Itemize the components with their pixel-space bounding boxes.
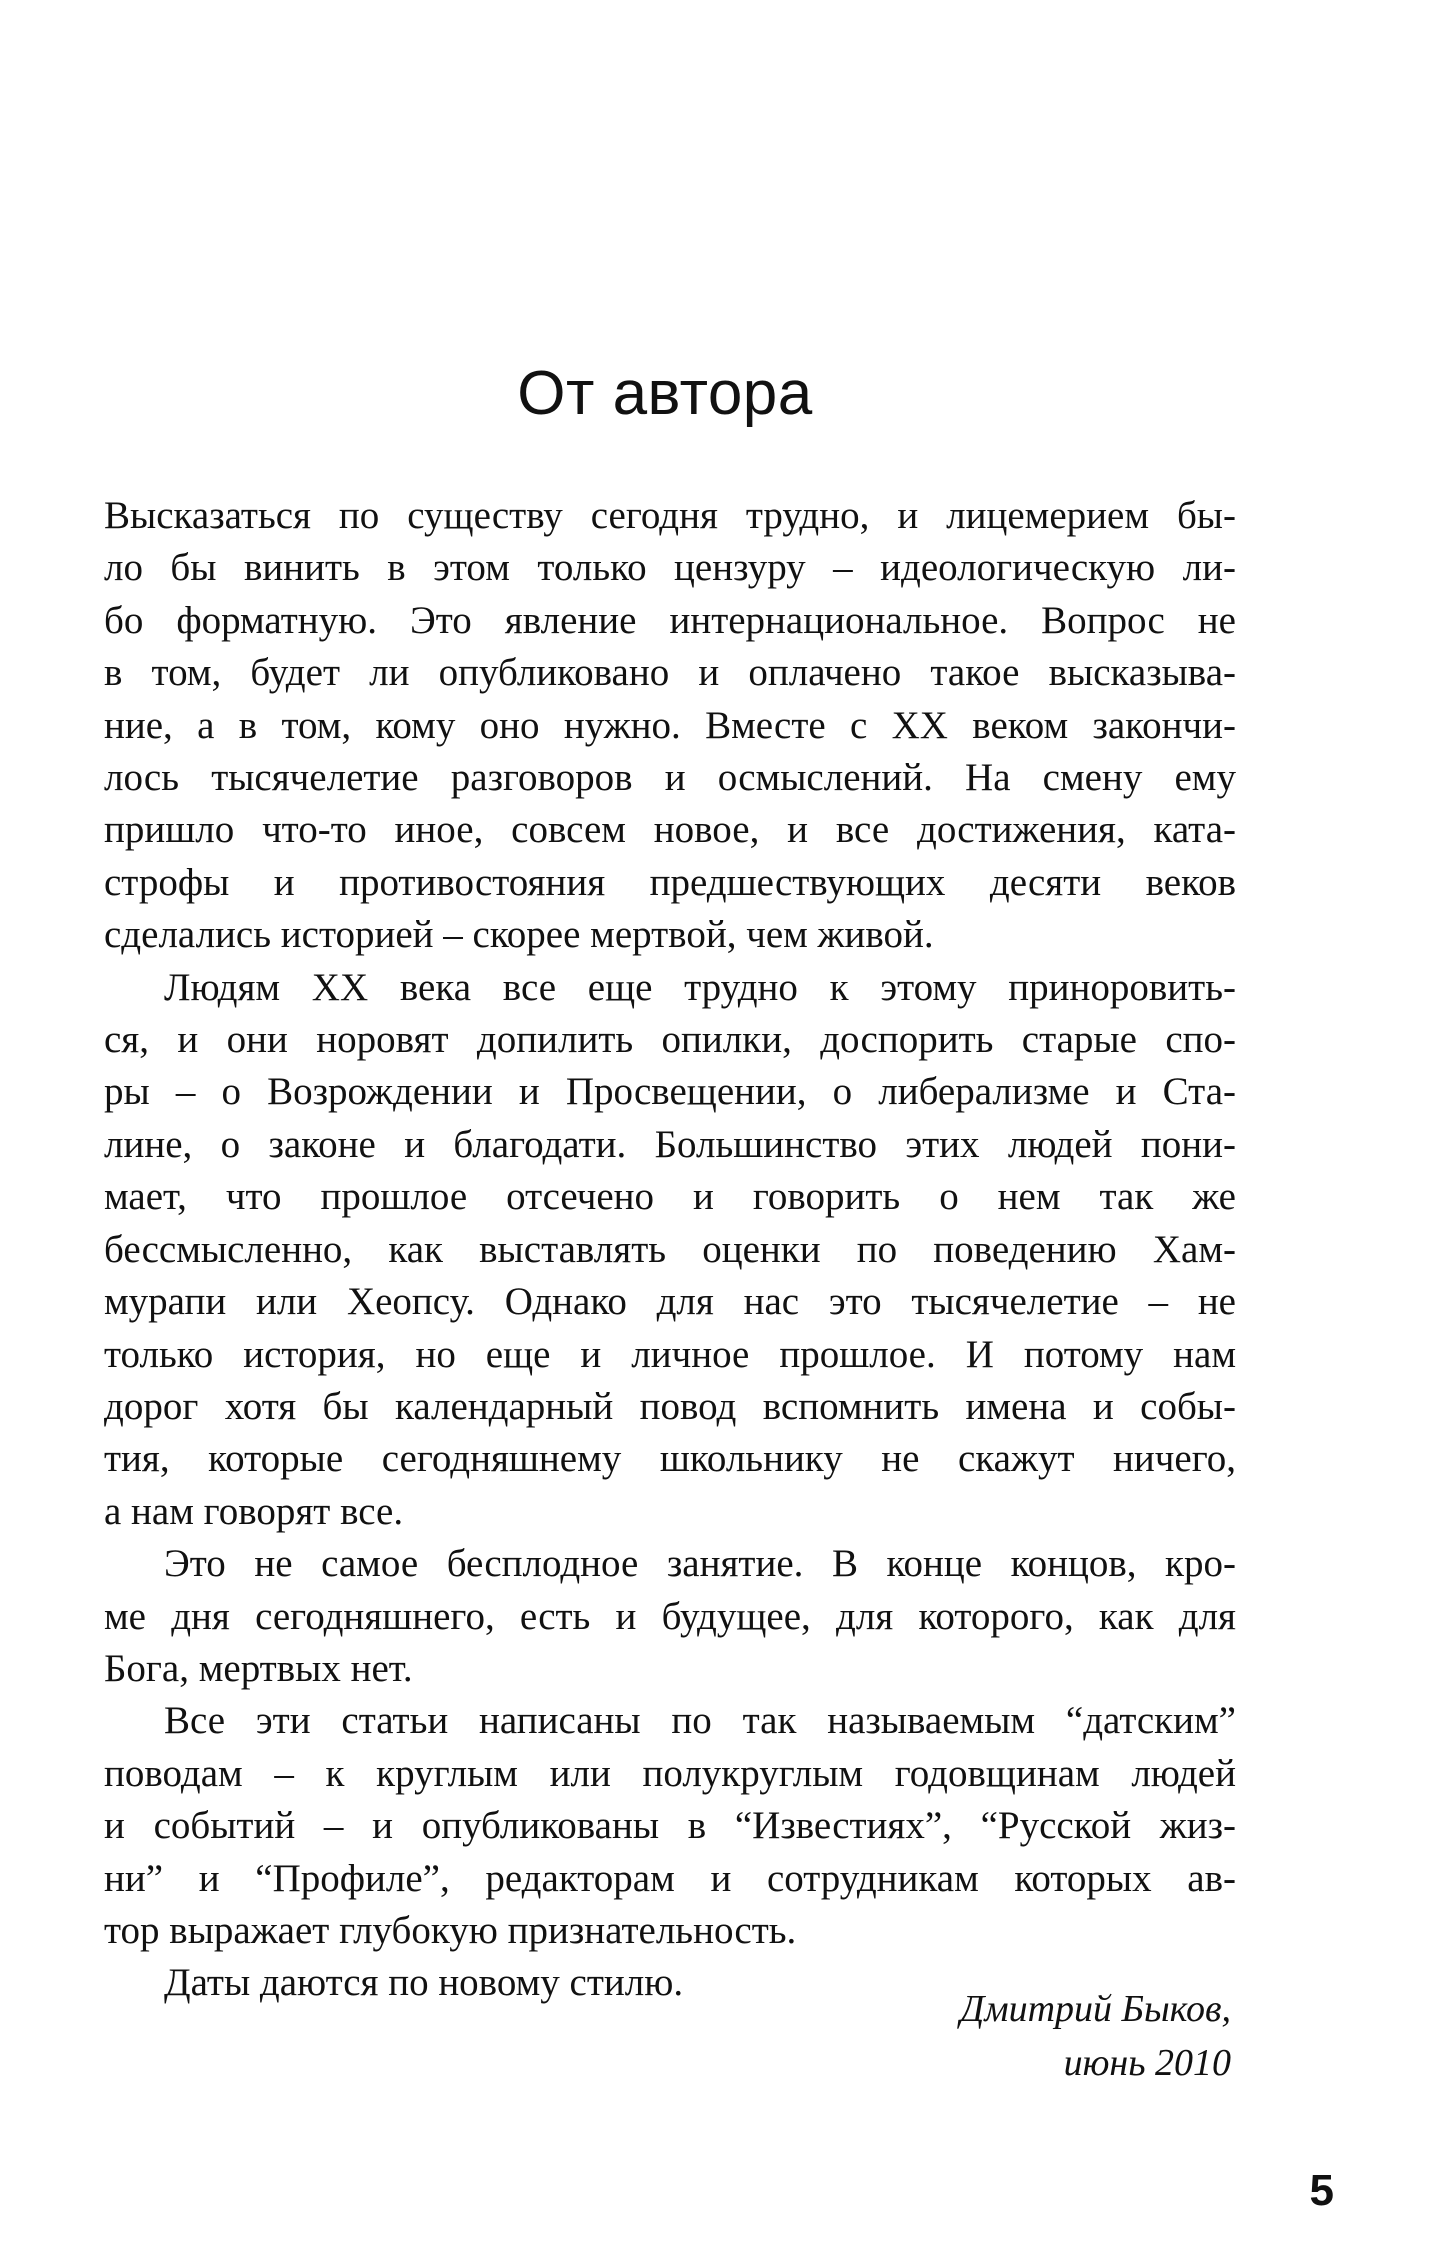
text-line: Даты даются по новому стилю.	[164, 1961, 684, 2005]
paragraph-2	[104, 962, 1236, 1538]
text-line: дорог хотя бы календарный повод вспомнить имена и собы-	[104, 1384, 1236, 1428]
text-line: ло бы винить в этом только цензуру – идеологическую ли-	[104, 546, 1236, 590]
text-line: Высказаться по существу сегодня трудно, и лицемерием бы-	[104, 494, 1236, 537]
text-line: бессмысленно, как выставлять оценки по поведению Хам-	[104, 1227, 1236, 1271]
text-line: тор выражает глубокую признательность.	[104, 1908, 797, 1952]
text-line: только история, но еще и личное прошлое. И потому нам	[104, 1332, 1236, 1376]
paragraph-3	[104, 1538, 1236, 1695]
text-line: лось тысячелетие разговоров и осмыслений. На смену ему	[104, 756, 1236, 800]
text-line: мает, что прошлое отсечено и говорить о нем так же	[104, 1175, 1236, 1219]
text-line: а нам говорят все.	[104, 1489, 404, 1533]
text-line: Бога, мертвых нет.	[104, 1646, 413, 1690]
page-title: От автора	[517, 359, 813, 428]
text-line: ся, и они норовят допилить опилки, доспорить старые спо-	[104, 1018, 1236, 1062]
text-line: ни” и “Профиле”, редакторам и сотрудникам которых ав-	[104, 1856, 1236, 1900]
text-line: пришло что-то иное, совсем новое, и все достижения, ката-	[104, 808, 1236, 852]
text-line: поводам – к круглым или полукруглым годовщинам людей	[104, 1751, 1236, 1795]
text-line: Людям XX века все еще трудно к этому приноровить-	[164, 965, 1236, 1009]
text-line: мурапи или Хеопсу. Однако для нас это тысячелетие – не	[104, 1280, 1236, 1324]
text-line: ры – о Возрождении и Просвещении, о либерализме и Ста-	[104, 1070, 1236, 1114]
signature-date: июнь 2010	[1063, 2042, 1231, 2084]
text-line: в том, будет ли опубликовано и оплачено такое высказыва-	[104, 651, 1236, 695]
text-line: тия, которые сегодняшнему школьнику не скажут ничего,	[104, 1437, 1236, 1481]
body-text	[104, 490, 1236, 2010]
text-line: строфы и противостояния предшествующих десяти веков	[104, 860, 1236, 904]
text-line: Это не самое бесплодное занятие. В конце концов, кро-	[164, 1542, 1236, 1586]
page-number: 5	[1309, 2166, 1334, 2215]
text-line: бо форматную. Это явление интернациональное. Вопрос не	[104, 598, 1236, 642]
paragraph-1	[104, 490, 1236, 962]
text-line: лине, о законе и благодати. Большинство этих людей пони-	[104, 1122, 1236, 1166]
text-line: ние, а в том, кому оно нужно. Вместе с XX веком закончи-	[104, 703, 1236, 747]
text-line: и событий – и опубликованы в “Известиях”, “Русской жиз-	[104, 1804, 1236, 1848]
signature-author: Дмитрий Быков,	[960, 1988, 1231, 2030]
text-line: сделались историей – скорее мертвой, чем живой.	[104, 913, 934, 957]
text-line: ме дня сегодняшнего, есть и будущее, для которого, как для	[104, 1594, 1236, 1638]
paragraph-4	[104, 1695, 1236, 1957]
text-line: Все эти статьи написаны по так называемым “датским”	[164, 1699, 1236, 1743]
signature	[631, 1982, 1231, 2090]
